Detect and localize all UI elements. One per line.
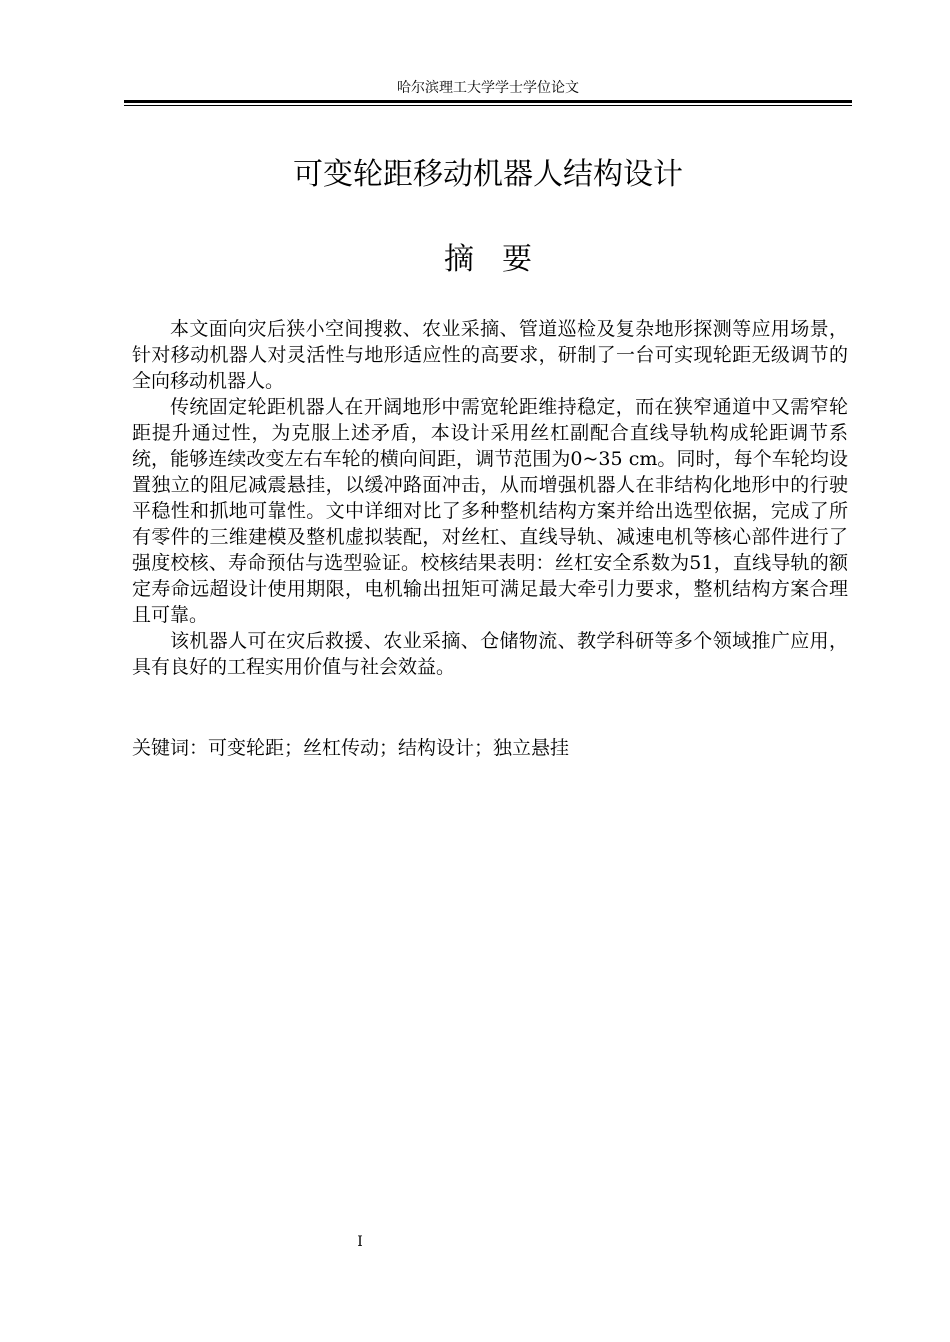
keywords-text: 可变轮距；丝杠传动；结构设计；独立悬挂 bbox=[208, 737, 570, 759]
keywords-line bbox=[132, 735, 848, 761]
thesis-title: 可变轮距移动机器人结构设计 bbox=[293, 157, 683, 192]
keywords-label: 关键词： bbox=[132, 737, 209, 759]
page-number: I bbox=[357, 1234, 363, 1250]
header-rule-thin bbox=[124, 105, 852, 106]
abstract-body bbox=[132, 316, 848, 680]
running-header: 哈尔滨理工大学学士学位论文 bbox=[397, 80, 579, 96]
abstract-heading: 摘要 bbox=[444, 242, 560, 277]
abstract-paragraph-3: 该机器人可在灾后救援、农业采摘、仓储物流、教学科研等多个领域推广应用，具有良好的工程实用价值与社会效益。 bbox=[132, 630, 848, 678]
abstract-paragraph-1: 本文面向灾后狭小空间搜救、农业采摘、管道巡检及复杂地形探测等应用场景，针对移动机器人对灵活性与地形适应性的高要求，研制了一台可实现轮距无级调节的全向移动机器人。 bbox=[132, 318, 848, 392]
header-rule-thick bbox=[124, 100, 852, 103]
abstract-paragraph-2: 传统固定轮距机器人在开阔地形中需宽轮距维持稳定，而在狭窄通道中又需窄轮距提升通过性，为克服上述矛盾，本设计采用丝杠副配合直线导轨构成轮距调节系统，能够连续改变左右车轮的横向间距，调节范围为0~35 cm。同时，每个车轮均设置独立的阻尼减震悬挂，以缓冲路面冲击，从而增强机器人在非结构化地形中的行驶平稳性和抓地可靠性。文中详细对比了多种整机结构方案并给出选型依据，完成了所有零件的三维建模及整机虚拟装配，对丝杠、直线导轨、减速电机等核心部件进行了强度校核、寿命预估与选型验证。校核结果表明：丝杠安全系数为51，直线导轨的额定寿命远超设计使用期限，电机输出扭矩可满足最大牵引力要求，整机结构方案合理且可靠。 bbox=[132, 396, 848, 626]
